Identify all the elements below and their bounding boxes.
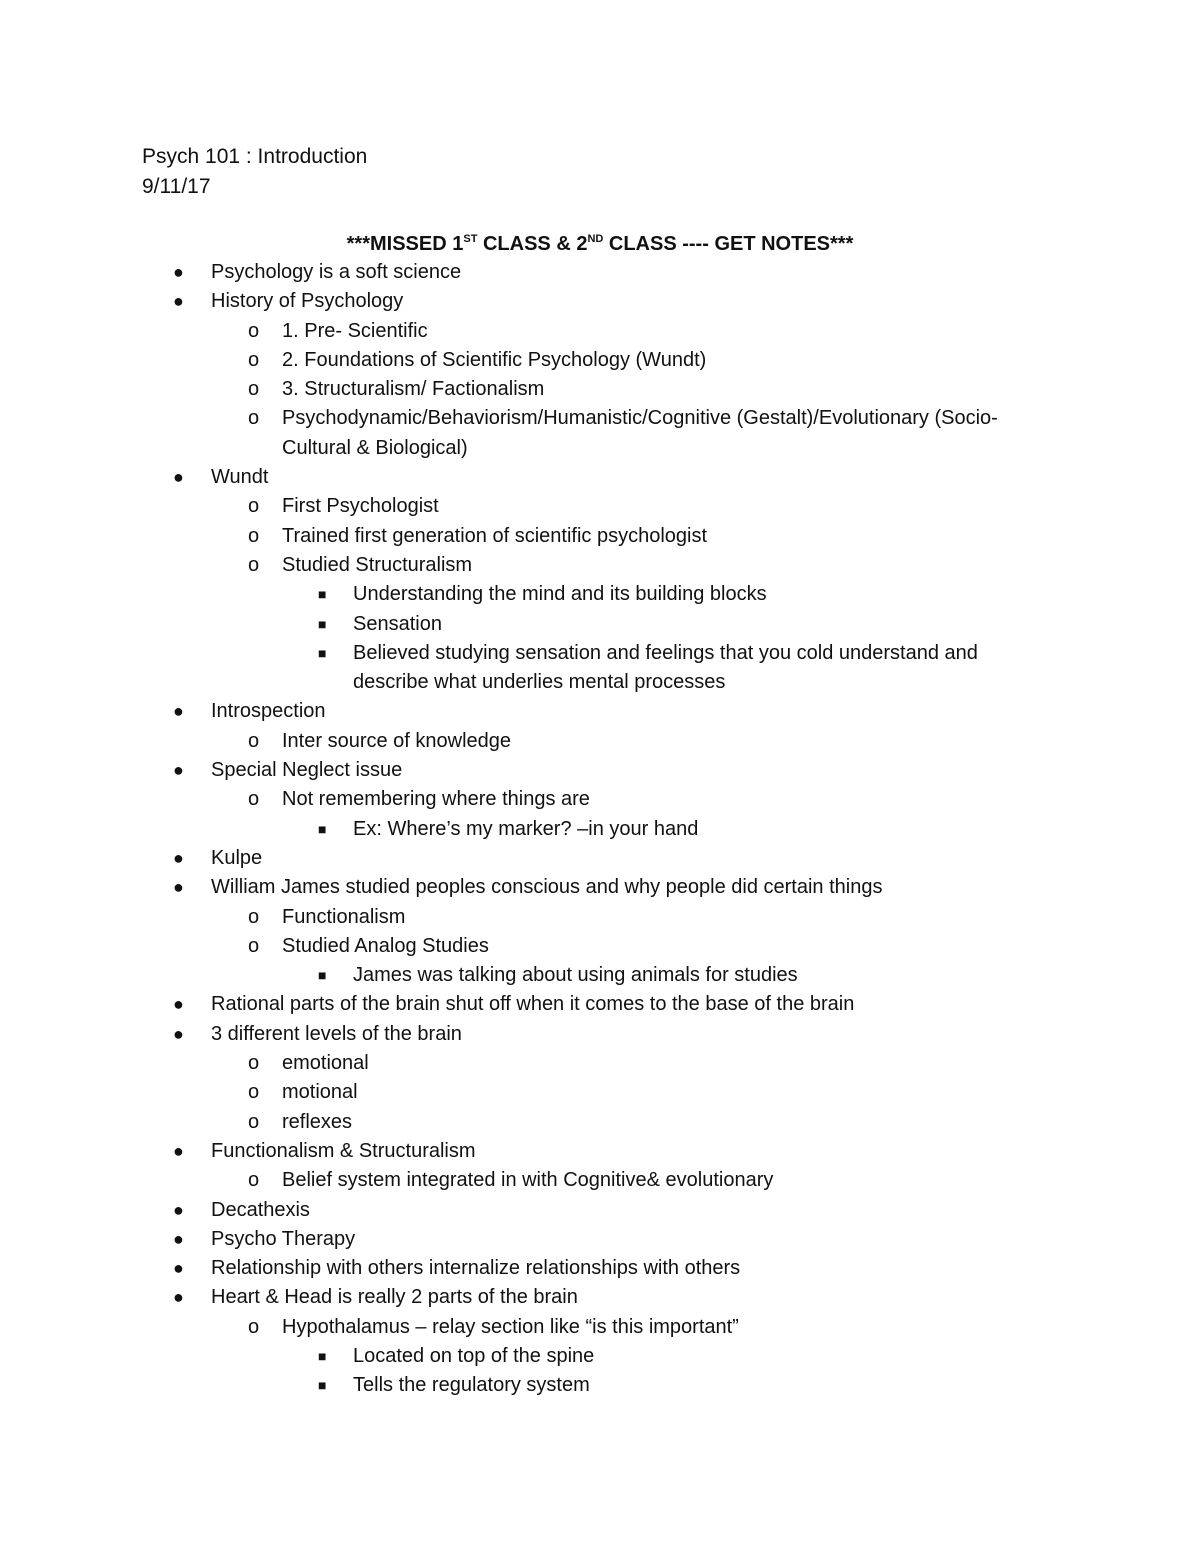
outline-item-text: Believed studying sensation and feelings that you cold understand and describe what underlies mental processes [353, 641, 978, 694]
filled-circle-bullet-icon: ● [173, 1228, 184, 1249]
filled-circle-bullet-icon: ● [173, 994, 184, 1015]
square-bullet-icon: ■ [318, 615, 327, 632]
outline-item-text: Trained first generation of scientific psychologist [282, 524, 708, 547]
outline-item-text: Inter source of knowledge [282, 729, 512, 752]
banner-text-3: CLASS ---- GET NOTES*** [603, 233, 854, 255]
outline-item-text: Wundt [211, 466, 269, 489]
outline-item-level-1 [0, 697, 1200, 726]
outline-item-text: Located on top of the spine [353, 1344, 595, 1367]
outline-item-text: William James studied peoples conscious and why people did certain things [211, 876, 883, 899]
outline-item-level-2 [0, 903, 1200, 932]
outline-item-text: Rational parts of the brain shut off when it comes to the base of the brain [211, 993, 855, 1016]
square-bullet-icon: ■ [318, 644, 327, 661]
outline-item-text: 1. Pre- Scientific [282, 319, 428, 342]
outline-item-level-2 [0, 346, 1200, 375]
outline-item-level-1 [0, 1020, 1200, 1049]
outline-item-level-2 [0, 404, 1200, 463]
outline-item-text: reflexes [282, 1110, 353, 1133]
outline-item-text: Functionalism [282, 905, 406, 928]
outline-item-text: Relationship with others internalize relationships with others [211, 1257, 741, 1280]
outline-item-level-1 [0, 287, 1200, 316]
square-bullet-icon: ■ [318, 1377, 327, 1394]
filled-circle-bullet-icon: ● [173, 1287, 184, 1308]
outline-item-level-2 [0, 1166, 1200, 1195]
outline-item-level-1 [0, 1283, 1200, 1312]
hollow-circle-bullet-icon: o [248, 1169, 260, 1192]
outline-item-text: Psychodynamic/Behaviorism/Humanistic/Cognitive (Gestalt)/Evolutionary (Socio-Cultural & Biological) [282, 407, 998, 459]
square-bullet-icon: ■ [318, 1347, 327, 1364]
filled-circle-bullet-icon: ● [173, 847, 184, 868]
outline-item-text: 2. Foundations of Scientific Psychology (Wundt) [282, 348, 707, 371]
filled-circle-bullet-icon: ● [173, 1140, 184, 1161]
outline-item-text: Introspection [211, 700, 326, 723]
filled-circle-bullet-icon: ● [173, 291, 184, 312]
hollow-circle-bullet-icon: o [248, 905, 260, 928]
outline-item-text: Studied Analog Studies [282, 934, 489, 957]
outline-item-level-3 [0, 961, 1200, 990]
outline-item-level-1 [0, 463, 1200, 492]
hollow-circle-bullet-icon: o [248, 553, 260, 576]
outline-item-level-1 [0, 1196, 1200, 1225]
outline-item-text: Functionalism & Structuralism [211, 1139, 476, 1162]
banner-superscript-1: ST [463, 233, 478, 245]
outline-item-text: History of Psychology [211, 290, 404, 313]
outline-item-text: Heart & Head is really 2 parts of the brain [211, 1286, 578, 1309]
outline-item-level-1 [0, 258, 1200, 287]
hollow-circle-bullet-icon: o [248, 348, 260, 371]
filled-circle-bullet-icon: ● [173, 701, 184, 722]
outline-item-text: Psycho Therapy [211, 1227, 356, 1250]
outline-item-text: 3 different levels of the brain [211, 1022, 462, 1045]
filled-circle-bullet-icon: ● [173, 877, 184, 898]
outline-item-text: Kulpe [211, 846, 263, 869]
outline-item-level-2 [0, 1108, 1200, 1137]
outline-item-text: Studied Structuralism [282, 553, 473, 576]
outline-item-text: Decathexis [211, 1198, 310, 1221]
banner-text-2: CLASS & 2 [477, 233, 588, 255]
hollow-circle-bullet-icon: o [248, 1315, 260, 1338]
note-date: 9/11/17 [142, 175, 211, 198]
outline-item-level-2 [0, 1049, 1200, 1078]
outline-item-level-1 [0, 873, 1200, 902]
outline-item-level-1 [0, 844, 1200, 873]
outline-item-text: First Psychologist [282, 495, 439, 518]
hollow-circle-bullet-icon: o [248, 407, 260, 430]
square-bullet-icon: ■ [318, 586, 327, 603]
outline-item-level-2 [0, 1078, 1200, 1107]
outline-item-level-1 [0, 1254, 1200, 1283]
notes-outline [0, 258, 1200, 1401]
course-title: Psych 101 : Introduction [142, 145, 368, 168]
hollow-circle-bullet-icon: o [248, 524, 260, 547]
outline-item-level-1 [0, 756, 1200, 785]
outline-item-text: 3. Structuralism/ Factionalism [282, 378, 545, 401]
outline-item-text: Hypothalamus – relay section like “is this important” [282, 1315, 739, 1338]
document-header [142, 142, 367, 202]
outline-item-text: Sensation [353, 612, 442, 635]
outline-item-level-3 [0, 815, 1200, 844]
outline-item-level-2 [0, 932, 1200, 961]
banner-superscript-2: ND [587, 233, 604, 245]
square-bullet-icon: ■ [318, 967, 327, 984]
outline-item-level-3 [0, 639, 1200, 698]
hollow-circle-bullet-icon: o [248, 1081, 260, 1104]
outline-item-text: Tells the regulatory system [353, 1374, 590, 1397]
hollow-circle-bullet-icon: o [248, 319, 260, 342]
filled-circle-bullet-icon: ● [173, 760, 184, 781]
outline-item-level-2 [0, 522, 1200, 551]
outline-item-level-2 [0, 1313, 1200, 1342]
outline-item-text: Special Neglect issue [211, 759, 403, 782]
outline-item-text: Belief system integrated in with Cognitive& evolutionary [282, 1169, 774, 1192]
outline-item-level-3 [0, 1342, 1200, 1371]
hollow-circle-bullet-icon: o [248, 1110, 260, 1133]
outline-item-level-1 [0, 1225, 1200, 1254]
hollow-circle-bullet-icon: o [248, 378, 260, 401]
hollow-circle-bullet-icon: o [248, 934, 260, 957]
outline-item-level-3 [0, 1371, 1200, 1400]
outline-item-text: Understanding the mind and its building blocks [353, 583, 767, 606]
outline-item-level-3 [0, 580, 1200, 609]
outline-item-text: Not remembering where things are [282, 788, 590, 811]
outline-item-level-2 [0, 727, 1200, 756]
outline-item-level-2 [0, 492, 1200, 521]
outline-item-text: Ex: Where’s my marker? –in your hand [353, 817, 699, 840]
filled-circle-bullet-icon: ● [173, 467, 184, 488]
filled-circle-bullet-icon: ● [173, 1258, 184, 1279]
outline-item-level-2 [0, 317, 1200, 346]
outline-item-level-2 [0, 785, 1200, 814]
banner-text-1: ***MISSED 1 [346, 233, 464, 255]
outline-item-text: motional [282, 1081, 358, 1104]
outline-item-level-2 [0, 375, 1200, 404]
outline-item-text: Psychology is a soft science [211, 261, 462, 283]
hollow-circle-bullet-icon: o [248, 788, 260, 811]
outline-item-level-3 [0, 610, 1200, 639]
outline-item-text: James was talking about using animals for studies [353, 964, 798, 987]
outline-item-level-1 [0, 1137, 1200, 1166]
hollow-circle-bullet-icon: o [248, 495, 260, 518]
outline-item-level-2 [0, 551, 1200, 580]
filled-circle-bullet-icon: ● [173, 262, 184, 282]
outline-item-text: emotional [282, 1052, 369, 1075]
filled-circle-bullet-icon: ● [173, 1199, 184, 1220]
outline-item-level-1 [0, 990, 1200, 1019]
square-bullet-icon: ■ [318, 820, 327, 837]
hollow-circle-bullet-icon: o [248, 729, 260, 752]
hollow-circle-bullet-icon: o [248, 1052, 260, 1075]
filled-circle-bullet-icon: ● [173, 1023, 184, 1044]
